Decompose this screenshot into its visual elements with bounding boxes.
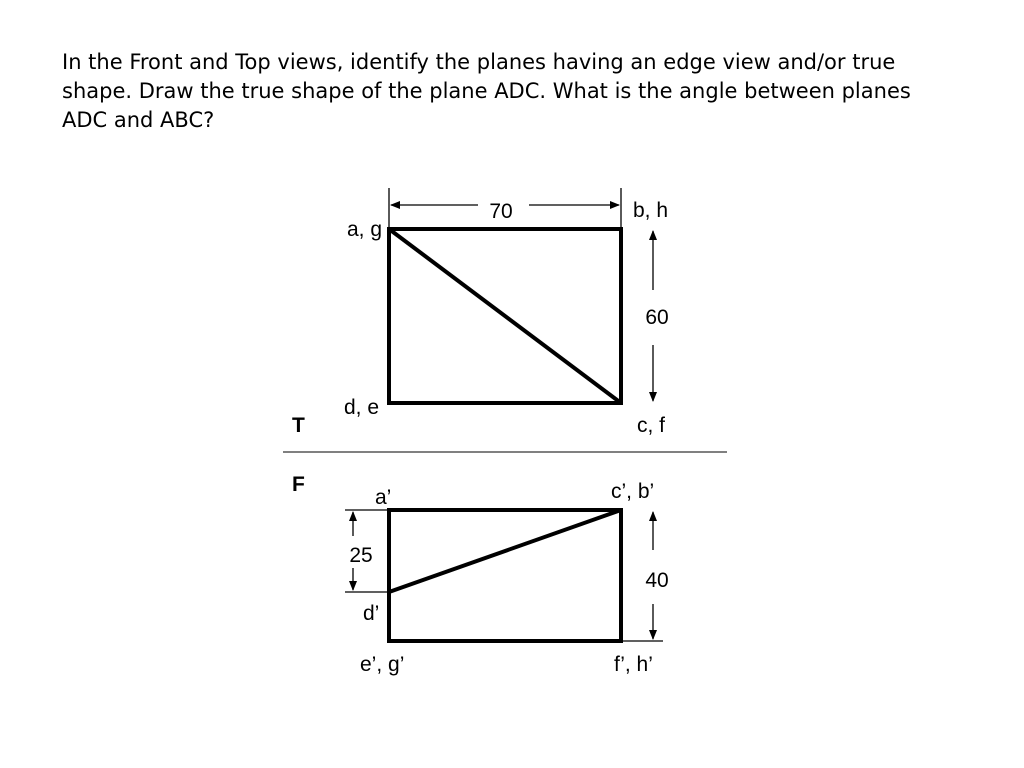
front-view <box>292 473 669 676</box>
front-view-label-f: F <box>292 473 305 496</box>
top-view-label-t: T <box>292 414 305 437</box>
top-view <box>292 188 669 437</box>
front-label-c-b-prime: c’, b’ <box>611 480 655 503</box>
front-label-d-prime: d’ <box>363 602 380 625</box>
top-label-b-h: b, h <box>633 199 669 222</box>
front-height-dimension-label: 40 <box>645 569 669 592</box>
top-label-d-e: d, e <box>343 396 379 419</box>
top-label-c-f: c, f <box>637 414 666 437</box>
front-view-edge-line <box>389 510 621 592</box>
top-view-diagonal <box>389 229 621 403</box>
top-height-dimension-label: 60 <box>645 306 669 329</box>
question-line-3: ADC and ABC? <box>62 108 215 132</box>
question-line-1: In the Front and Top views, identify the planes having an edge view and/or true <box>62 50 896 74</box>
question-line-2: shape. Draw the true shape of the plane ADC. What is the angle between planes <box>62 79 911 103</box>
front-label-a-prime: a’ <box>375 486 392 509</box>
top-label-a-g: a, g <box>346 218 382 241</box>
partial-height-dimension-label: 25 <box>349 544 373 567</box>
front-label-f-h-prime: f’, h’ <box>614 653 653 676</box>
front-view-rectangle <box>389 510 621 641</box>
width-dimension-label: 70 <box>489 200 513 223</box>
front-label-e-g-prime: e’, g’ <box>360 653 405 676</box>
